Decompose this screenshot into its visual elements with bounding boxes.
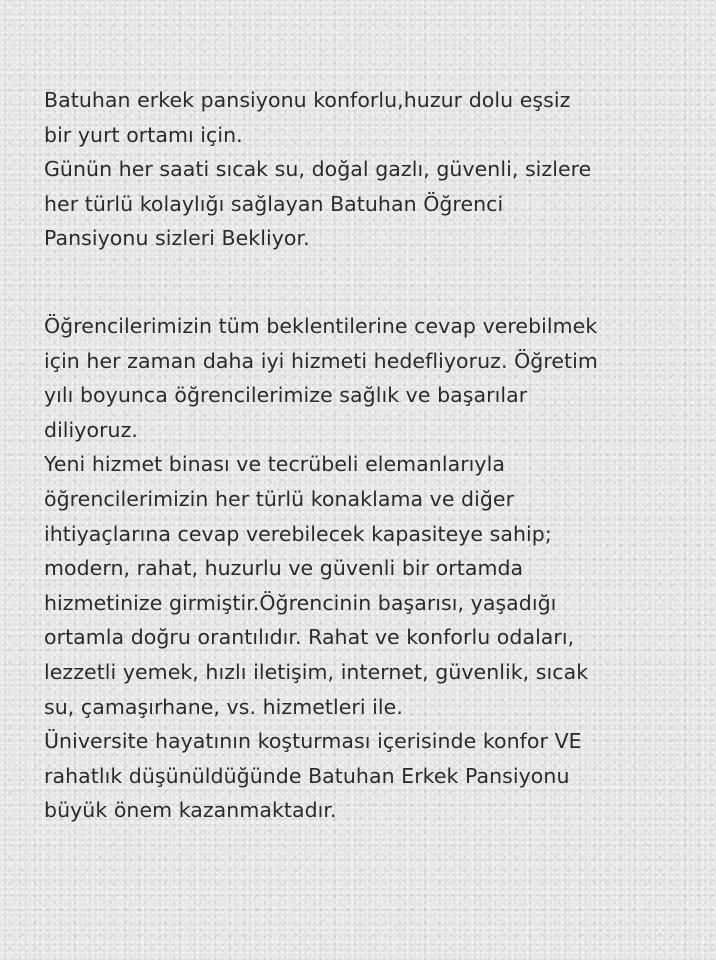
text-line: diliyoruz. (44, 417, 138, 442)
text-line: hizmetinize girmiştir.Öğrencinin başarısı, yaşadığı (44, 590, 557, 615)
text-line: modern, rahat, huzurlu ve güvenli bir ortamda (44, 556, 524, 581)
text-line: su, çamaşırhane, vs. hizmetleri ile. (44, 694, 403, 719)
text-line: öğrencilerimizin her türlü konaklama ve diğer (44, 486, 515, 511)
paragraph-intro (44, 83, 694, 256)
text-line: ihtiyaçlarına cevap verebilecek kapasiteye sahip; (44, 521, 552, 546)
text-line: Yeni hizmet binası ve tecrübeli elemanlarıyla (44, 452, 505, 477)
text-line: Pansiyonu sizleri Bekliyor. (44, 226, 310, 251)
text-line: ortamla doğru orantılıdır. Rahat ve konforlu odaları, (44, 625, 575, 650)
text-line: lezzetli yemek, hızlı iletişim, internet, güvenlik, sıcak (44, 659, 589, 684)
text-line: her türlü kolaylığı sağlayan Batuhan Öğrenci (44, 191, 504, 216)
text-line: bir yurt ortamı için. (44, 122, 243, 147)
text-line: yılı boyunca öğrencilerimize sağlık ve başarılar (44, 383, 528, 408)
text-line: Günün her saati sıcak su, doğal gazlı, güvenli, sizlere (44, 157, 592, 182)
text-line: Batuhan erkek pansiyonu konforlu,huzur dolu eşsiz (44, 88, 571, 112)
paragraph-details (44, 309, 694, 828)
text-line: büyük önem kazanmaktadır. (44, 798, 337, 823)
text-line: Üniversite hayatının koşturması içerisinde konfor VE (44, 729, 582, 754)
text-line: rahatlık düşünüldüğünde Batuhan Erkek Pansiyonu (44, 763, 570, 788)
text-line: Öğrencilerimizin tüm beklentilerine cevap verebilmek (44, 314, 598, 338)
text-line: için her zaman daha iyi hizmeti hedefliyoruz. Öğretim (44, 348, 598, 373)
